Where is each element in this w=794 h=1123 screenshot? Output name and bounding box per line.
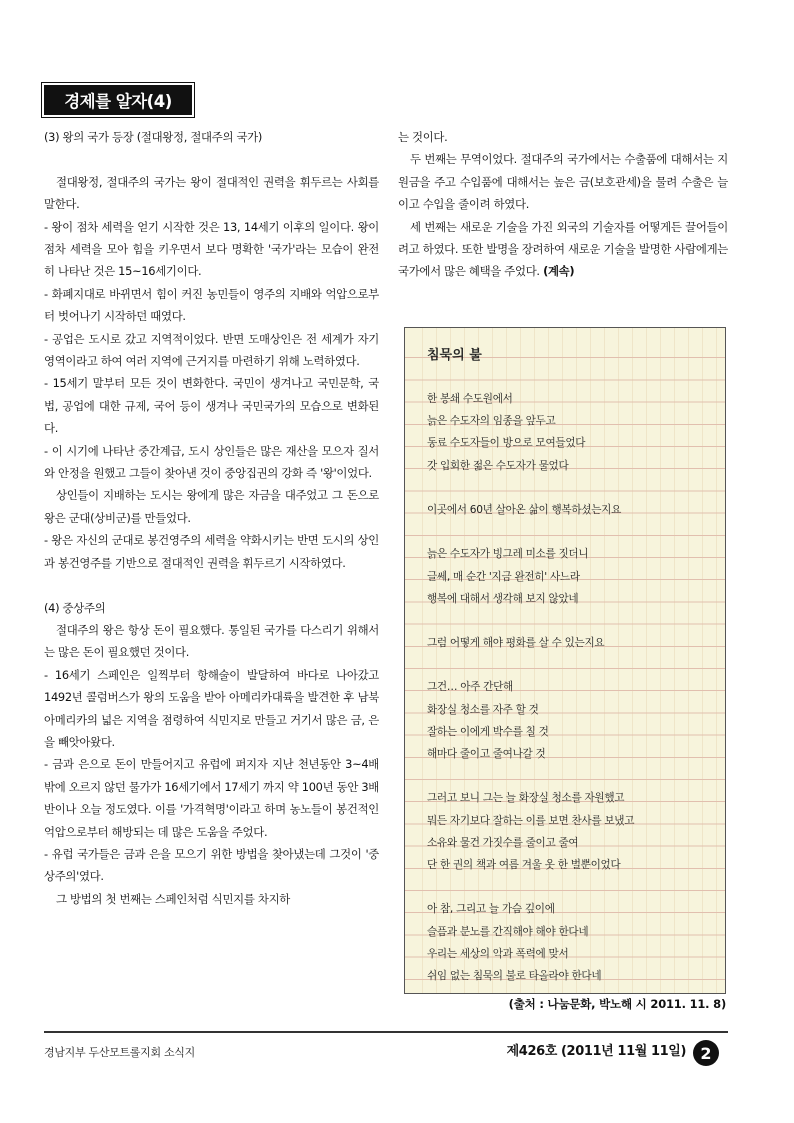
paragraph: - 공업은 도시로 갔고 지역적이었다. 반면 도매상인은 전 세계가 자기 영역이라고 하여 여러 지역에 근거지를 마련하기 위해 노력하였다.: [44, 331, 379, 369]
paragraph: - 16세기 스페인은 일찍부터 항해술이 발달하여 바다로 나아갔고 1492년 콜럼버스가 왕의 도움을 받아 아메리카대륙을 발견한 후 남북아메리카의 넓은 지역을 점령하여 식민지로 만들고 거기서 많은 금, 은을 빼앗아왔다.: [44, 667, 379, 749]
paragraph: 두 번째는 무역이었다. 절대주의 국가에서는 수출품에 대해서는 지원금을 주고 수입품에 대해서는 높은 금(보호관세)을 물려 수출은 늘이고 수입을 줄이려 하였다.: [398, 152, 728, 212]
footer-publication: 경남지부 두산모트롤지회 소식지: [44, 1046, 195, 1059]
left-column: [44, 126, 379, 910]
poem-line: 이곳에서 60년 살아온 삶이 행복하셨는지요: [427, 503, 622, 516]
poem-line: 동료 수도자들이 방으로 모여들었다: [427, 437, 586, 450]
poem-line: 쉬임 없는 침묵의 불로 타올라야 한다네: [427, 969, 602, 982]
poem-line: 늙은 수도자의 임종을 앞두고: [427, 415, 556, 428]
stanza-break: [427, 477, 717, 499]
paragraph: - 왕은 자신의 군대로 봉건영주의 세력을 약화시키는 반면 도시의 상인과 봉건영주를 기반으로 절대적인 권력을 휘두르기 시작하였다.: [44, 533, 379, 570]
poem-line: 글쎄, 매 순간 '지금 완전히' 사느라: [427, 570, 580, 583]
poem-line: 그럼 어떻게 해야 평화를 살 수 있는지요: [427, 637, 605, 650]
poem-line: 잘하는 이에게 박수를 칠 것: [427, 725, 549, 738]
page-number-badge: 2: [693, 1040, 719, 1066]
poem-line: 아 참, 그리고 늘 가슴 깊이에: [427, 903, 555, 916]
poem-line: 늙은 수도자가 빙그레 미소를 짓더니: [427, 548, 589, 561]
stanza-break: [427, 521, 717, 543]
paragraph: - 이 시기에 나타난 중간계급, 도시 상인들은 많은 재산을 모으자 질서와 안정을 원했고 그들이 찾아낸 것이 중앙집권의 강화 즉 '왕'이었다.: [44, 443, 379, 481]
stanza-break: [427, 876, 717, 898]
footer-issue: 제426호 (2011년 11월 11일): [506, 1044, 686, 1059]
stanza-break: [427, 654, 717, 676]
poem-line: 우리는 세상의 악과 폭력에 맞서: [427, 947, 569, 960]
footer-divider: [44, 1031, 728, 1033]
continued-label: (계속): [543, 264, 575, 279]
stanza-break: [427, 610, 717, 632]
poem-line: 그러고 보니 그는 늘 화장실 청소를 자원했고: [427, 792, 625, 805]
poem-title: 침묵의 불: [427, 348, 482, 363]
poem-line: 소유와 물건 가짓수를 줄이고 줄여: [427, 836, 579, 849]
paragraph: - 왕이 점차 세력을 얻기 시작한 것은 13, 14세기 이후의 일이다. 왕이 점차 세력을 모아 힘을 키우면서 보다 명확한 '국가'라는 모습이 완전히 나타난 것은 15~16세기이다.: [44, 219, 379, 279]
paragraph: [398, 216, 728, 283]
poem-line: 그건… 아주 간단해: [427, 681, 513, 694]
paragraph: 는 것이다.: [398, 130, 448, 144]
section-4-heading: (4) 중상주의: [44, 600, 106, 615]
section-3-heading: (3) 왕의 국가 등장 (절대왕정, 절대주의 국가): [44, 130, 263, 144]
poem-source: (출처 : 나눔문화, 박노해 시 2011. 11. 8): [508, 997, 726, 1011]
poem-line: 갓 입회한 젊은 수도자가 물었다: [427, 459, 569, 472]
paragraph: 그 방법의 첫 번째는 스페인처럼 식민지를 차지하: [56, 891, 290, 906]
poem-line: 해마다 줄이고 줄여나갈 것: [427, 748, 546, 760]
poem-box: [404, 327, 726, 994]
paragraph: 절대주의 왕은 항상 돈이 필요했다. 통일된 국가를 다스리기 위해서는 많은 돈이 필요했던 것이다.: [44, 622, 379, 660]
paragraph: - 15세기 말부터 모든 것이 변화한다. 국민이 생겨나고 국민문학, 국법, 공업에 대한 규제, 국어 등이 생겨나 국민국가의 모습으로 변화된다.: [44, 376, 379, 436]
right-column: [398, 126, 728, 283]
poem-line: 슬픔과 분노를 간직해야 해야 한다네: [427, 925, 589, 938]
paragraph: - 유럽 국가들은 금과 은을 모으기 위한 방법을 찾아냈는데 그것이 '중상주의'였다.: [44, 846, 379, 884]
stanza-break: [427, 765, 717, 787]
poem: [427, 344, 717, 987]
paragraph: - 금과 은으로 돈이 만들어지고 유럽에 퍼지자 지난 천년동안 3~4배 밖에 오르지 않던 물가가 16세기에서 17세기 까지 약 100년 동안 3배반이나 오늘 정도였다. 이를 '가격혁명'이라고 하며 농노들이 봉건적인 억압으로부터 해방되는 데 많은 도움을 주었다.: [44, 757, 379, 839]
paragraph: 상인들이 지배하는 도시는 왕에게 많은 자금을 대주었고 그 돈으로 왕은 군대(상비군)를 만들었다.: [44, 488, 379, 525]
paragraph: 절대왕정, 절대주의 국가는 왕이 절대적인 권력을 휘두르는 사회를 말한다.: [44, 174, 379, 212]
poem-line: 행복에 대해서 생각해 보지 않았네: [427, 592, 579, 605]
poem-line: 뭐든 자기보다 잘하는 이를 보면 찬사를 보냈고: [427, 814, 635, 827]
poem-line: 화장실 청소를 자주 할 것: [427, 703, 539, 716]
poem-line: 한 봉쇄 수도원에서: [427, 393, 513, 405]
poem-line: 단 한 권의 책과 여름 겨울 옷 한 벌뿐이었다: [427, 858, 621, 871]
page-title: 경제를 알자(4): [44, 85, 192, 115]
paragraph-text: 세 번째는 새로운 기술을 가진 외국의 기술자를 어떻게든 끌어들이려고 하였다. 또한 발명을 장려하여 새로운 기술을 발명한 사람에게는 국가에서 많은 혜택을 주었다.: [398, 219, 728, 279]
paragraph: - 화폐지대로 바뀌면서 힘이 커진 농민들이 영주의 지배와 억압으로부터 벗어나기 시작하던 때였다.: [44, 286, 379, 324]
